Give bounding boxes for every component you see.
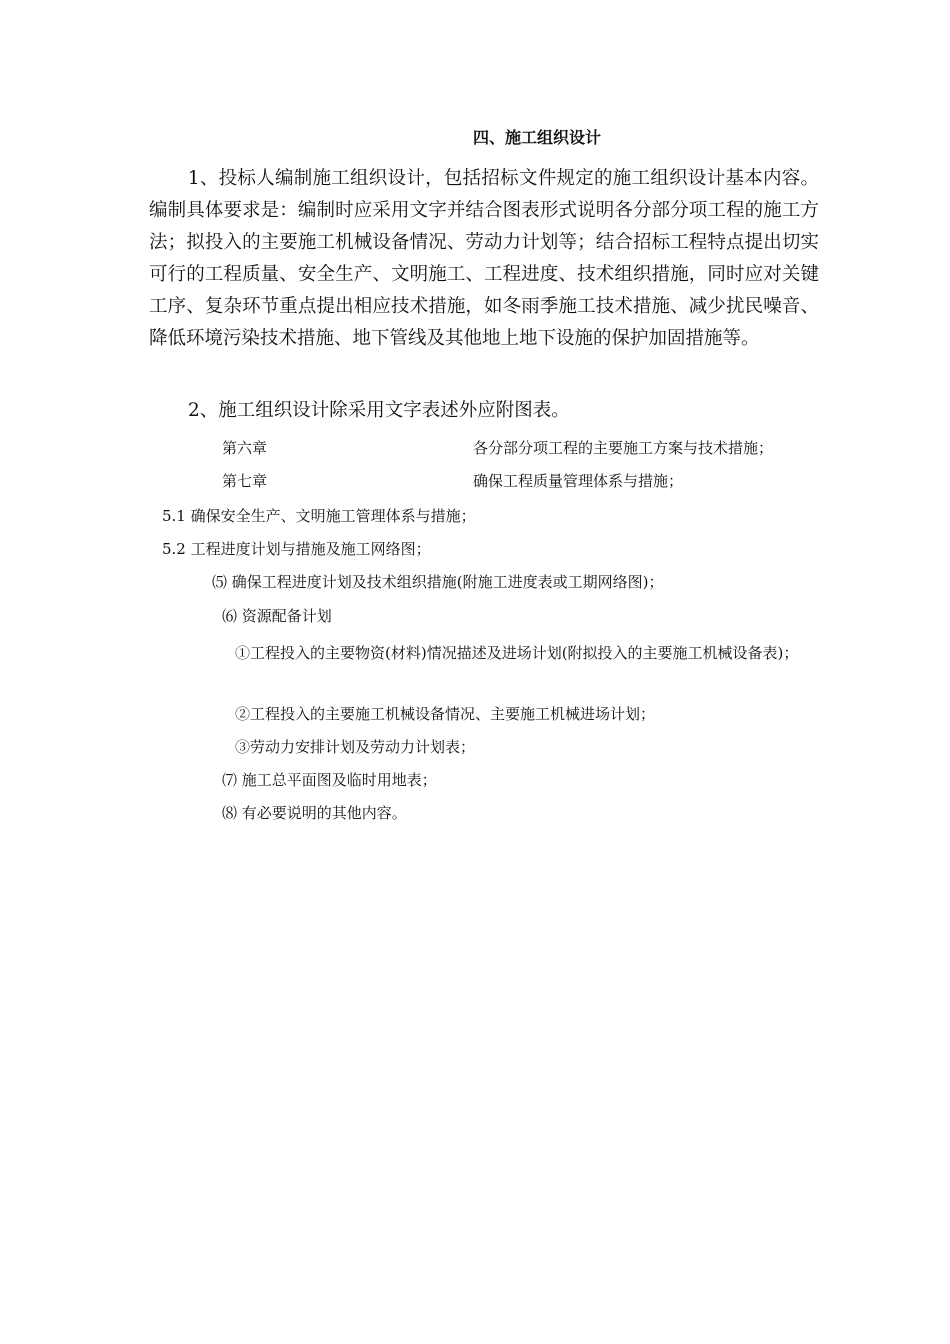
resource-sub-item-3: ③劳动力安排计划及劳动力计划表； (235, 738, 476, 756)
item-6: ⑹ 资源配备计划 (222, 607, 332, 625)
chapter-seven-text: 确保工程质量管理体系与措施； (473, 472, 684, 490)
item-5-2: 5.2 工程进度计划与措施及施工网络图； (162, 540, 431, 558)
resource-sub-item-2: ②工程投入的主要施工机械设备情况、主要施工机械进场计划； (235, 705, 656, 723)
paragraph-requirements: 1、投标人编制施工组织设计，包括招标文件规定的施工组织设计基本内容。编制具体要求是：编制时应采用文字并结合图表形式说明各分部分项工程的施工方法；拟投入的主要施工机械设备情况、劳动力计划等；结合招标工程特点提出切实可行的工程质量、安全生产、文明施工、工程进度、技术组织措施，同时应对关键工序、复杂环节重点提出相应技术措施，如冬雨季施工技术措施、减少扰民噪音、降低环境污染技术措施、地下管线及其他地上地下设施的保护加固措施等。 (149, 168, 819, 349)
resource-sub-item-1: ①工程投入的主要物资(材料)情况描述及进场计划(附拟投入的主要施工机械设备表)； (235, 644, 799, 662)
section-title: 四、施工组织设计 (473, 128, 602, 147)
item-5-1: 5.1 确保安全生产、文明施工管理体系与措施； (162, 507, 476, 525)
chapter-six-label: 第六章 (222, 439, 268, 457)
chapter-six-text: 各分部分项工程的主要施工方案与技术措施； (473, 439, 774, 457)
chapter-seven-label: 第七章 (222, 472, 268, 490)
item-7: ⑺ 施工总平面图及临时用地表； (222, 771, 437, 789)
item-5: ⑸ 确保工程进度计划及技术组织措施(附施工进度表或工期网络图)； (212, 573, 664, 591)
paragraph-attachments: 2、施工组织设计除采用文字表述外应附图表。 (188, 400, 570, 421)
item-8: ⑻ 有必要说明的其他内容。 (222, 804, 407, 822)
